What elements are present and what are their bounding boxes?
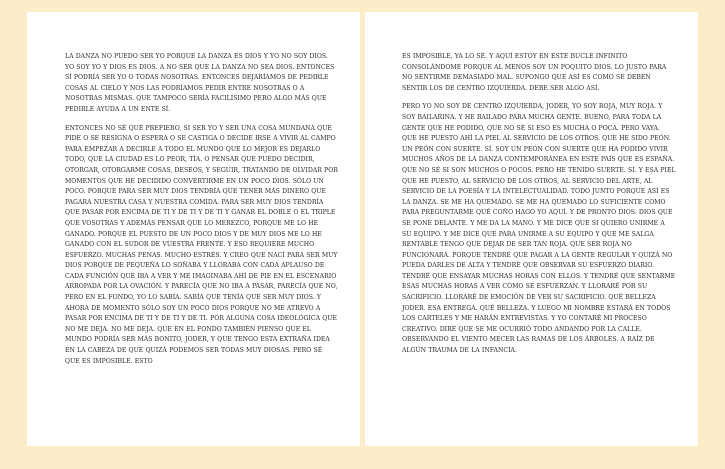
right-paragraph-1: ES IMPOSIBLE, YA LO SÉ. Y AQUÍ ESTOY EN ESTE BUCLE INFINITO CONSOLÁNDOME PORQUE AL MENOS SOY UN POQUITO DIOS. LO JUSTO PARA NO SENTIRME DEMASIADO MAL. SUPONGO QUE ASÍ ES COMO SE DEBEN SENTIR LOS DE CENTRO IZQUIERDA. DEBE SER ALGO ASÍ. <box>402 53 667 92</box>
left-paragraph-2: ENTONCES NO SÉ QUÉ PREFIERO, SI SER YO Y SER UNA COSA MUNDANA QUE PIDE O SE RESIGNA O ESPERA O SE CASTIGA O DECIDE IRSE A VIVIR AL CAMPO PARA EMPEZAR A DECIRLE A TODO EL MUNDO QUE LO MEJOR ES DEJARLO TODO, QUE LA CIUDAD ES LO PEOR, TÍA. O PENSAR QUE PUEDO DECIDIR, OTORGAR, OTORGARME COSAS, DESEOS, Y SEGUIR, TRATANDO DE OLVIDAR POR MOMENTOS QUE HE DECIDIDO CONVERTIRME EN UN POCO DIOS. SÓLO UN POCO. PORQUE PARA SER MUY DIOS TENDRÍA QUE TENER MÁS DINERO QUE PAGARA NUESTRA CASA Y NUESTRA COMIDA. PARA SER MUY DIOS TENDRÍA QUE PASAR POR ENCIMA DE TI Y DE TI Y DE TI Y GANAR EL DOBLE O EL TRIPLE QUE VOSOTRAS Y ADEMÁS PENSAR QUE LO MEREZCO, PORQUE ME LO HE GANADO. PORQUE EL PUESTO DE UN POCO DIOS Y DE MUY DIOS ME LO HE GANADO CON EL SUDOR DE VUESTRA FRENTE. Y ESO REQUIERE MUCHO ESFUERZO. MUCHAS PENAS. MUCHO ESTRÉS. Y CREO QUE NACÍ PARA SER MUY DIOS PORQUE DE PEQUEÑA LO SOÑABA Y LLORABA CON CADA APLAUSO DE CADA FUNCIÓN QUE IBA A VER Y ME IMAGINABA AHÍ DE PIE EN EL ESCENARIO ARROPADA POR LA OVACIÓN. Y PARECÍA QUE NO IBA A PASAR, PARECÍA QUE NO, PERO EN EL FONDO, YO LO SABÍA. SABÍA QUE TENÍA QUE SER MUY DIOS. Y AHORA DE MOMENTO SÓLO SOY UN POCO DIOS PORQUE NO ME ATREVO A PASAR POR ENCIMA DE TI Y DE TI Y DE TI. POR ALGUNA COSA IDEOLÓGICA QUE NO ME DEJA. NO ME DEJA. QUE EN EL FONDO TAMBIÉN PIENSO QUE EL MUNDO PODRÍA SER MÁS BONITO, JODER, Y QUE TENGO ESTA EXTRAÑA IDEA EN LA CABEZA DE QUE QUIZÁ PODEMOS SER TODAS MUY DIOSAS. PERO SÉ QUE ES IMPOSIBLE. ESTO <box>65 124 338 365</box>
left-paragraph-1: LA DANZA NO PUEDO SER YO PORQUE LA DANZA ES DIOS Y YO NO SOY DIOS. YO SOY YO Y DIOS ES DIOS. A NO SER QUE LA DANZA NO SEA DIOS. ENTONCES SÍ PODRÍA SER YO O TODAS NOSOTRAS. ENTONCES DEJARÍAMOS DE PEDIRLE COSAS AL CIELO Y NOS LAS PODRÍAMOS PEDIR ENTRE NOSOTRAS O A NOSOTRAS MISMAS. QUE TAMPOCO SERÍA FACILÍSIMO PERO ALGO MÁS QUE PEDIRLE AYUDA A UN ENTE SÍ. <box>65 53 335 113</box>
left-page <box>27 12 360 446</box>
right-paragraph-2: PERO YO NO SOY DE CENTRO IZQUIERDA, JODER, YO SOY ROJA, MUY ROJA. Y SOY BAILARINA. Y HE BAILADO PARA MUCHA GENTE. BUENO, PARA TODA LA GENTE QUE HE PODIDO, QUE NO SÉ SI ESO ES MUCHA O POCA. PERO VAYA. QUE HE PUESTO AHÍ LA PIEL AL SERVICIO DE LOS OTROS. QUE HE SIDO PEÓN. UN PEÓN CON SUERTE. SÍ. SOY UN PEÓN CON SUERTE QUE HA PODIDO VIVIR MUCHOS AÑOS DE LA DANZA CONTEMPORÁNEA EN ESTE PAÍS QUE ES ESPAÑA. QUE NO SÉ SI SON MUCHOS O POCOS. PERO HE TENIDO SUERTE. SÍ. Y ESA PIEL QUE HE PUESTO, AL SERVICIO DE LOS OTROS, AL SERVICIO DEL ARTE, AL SERVICIO DE LA POESÍA Y LA INTELECTUALIDAD. TODO JUNTO PORQUE ASÍ ES LA DANZA. SE ME HA QUEMADO. SE ME HA QUEMADO LO SUFICIENTE COMO PARA PREGUNTARME QUÉ COÑO HAGO YO AQUÍ. Y DE PRONTO DIOS. DIOS QUE SE PONE DELANTE. Y ME DA LA MANO. Y ME DICE QUE SI QUIERO UNIRME A SU EQUIPO. Y ME DICE QUE PARA UNIRME A SU EQUIPO Y QUE ME SALGA RENTABLE TENGO QUE DEJAR DE SER TAN ROJA. QUE SER ROJA NO FUNCIONARÁ. PORQUE TENDRÉ QUE PAGAR A LA GENTE REGULAR Y QUIZÁ NO PUEDA DARLES DE ALTA Y TENDRÉ QUE OBSERVAR SU ESFUERZO DIARIO. TENDRÉ QUE ENSAYAR MUCHAS HORAS CON ELLOS. Y TENDRÉ QUE SENTARME ESAS MUCHAS HORAS A VER CÓMO SE ESFUERZAN. Y LLORARÉ POR SU SACRIFICIO. LLORARÉ DE EMOCIÓN DE VER SU SACRIFICIO. QUÉ BELLEZA JODER. ESA ENTREGA. QUÉ BELLEZA. Y LUEGO MI NOMBRE ESTARÁ EN TODOS LOS CARTELES Y ME HARÁN ENTREVISTAS. Y YO CONTARÉ MI PROCESO CREATIVO. DIRÉ QUE SE ME OCURRIÓ TODO ANDANDO POR LA CALLE. OBSERVANDO EL VIENTO MECER LAS RAMAS DE LOS ÁRBOLES. A RAÍZ DE ALGÚN TRAUMA DE LA INFANCIA. <box>402 103 676 355</box>
right-page <box>365 12 698 446</box>
